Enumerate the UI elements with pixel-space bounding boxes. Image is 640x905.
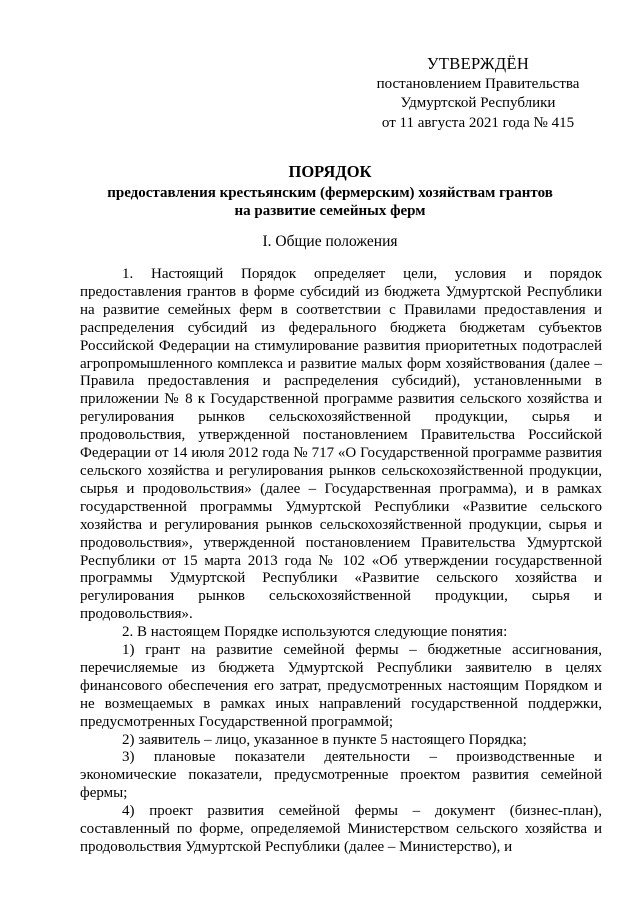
approval-line-1: постановлением Правительства [376,75,580,92]
approval-stamp [360,54,596,133]
title-main: ПОРЯДОК [288,162,372,181]
paragraph: 1) грант на развитие семейной фермы – бюджетные ассигнования, перечисляемые из бюджета Удмуртской Республики заявителю в целях финансового обеспечения его затрат, предусмотренных настоящим Порядком и не возмещаемых в рамках иных направлений государственной поддержки, предусмотренных Государственной программой; [80,642,602,730]
document-body [80,266,602,857]
paragraph: 2. В настоящем Порядке используются следующие понятия: [122,624,508,641]
paragraph: 3) плановые показатели деятельности – производственные и экономические показатели, предусмотренные проектом развития семейной фермы; [80,749,602,802]
approval-heading: УТВЕРЖДЁН [426,54,530,73]
paragraph: 1. Настоящий Порядок определяет цели, условия и порядок предоставления грантов в форме субсидий из бюджета Удмуртской Республики на развитие семейных ферм в соответствии с Правилами предоставления и распределения субсидий из федерального бюджета бюджетам субъектов Российской Федерации на стимулирование развития приоритетных подотраслей агропромышленного комплекса и развитие малых форм хозяйствования (далее – Правила предоставления и распределения субсидий), установленными в приложении № 8 к Государственной программе развития сельского хозяйства и регулирования рынков сельскохозяйственной продукции, сырья и продовольствия, утвержденной постановлением Правительства Российской Федерации от 14 июля 2012 года № 717 «О Государственной программе развития сельского хозяйства и регулирования рынков сельскохозяйственной продукции, сырья и продовольствия» (далее – Государственная программа), и в рамках государственной программы Удмуртской Республики «Развитие сельского хозяйства и регулирования рынков сельскохозяйственной продукции, сырья и продовольствия», утвержденной постановлением Правительства Удмуртской Республики от 15 марта 2013 года № 102 «Об утверждении государственной программы Удмуртской Республики «Развитие сельского хозяйства и регулирования рынков сельскохозяйственной продукции, сырья и продовольствия». [80,266,602,623]
approval-line-2: Удмуртской Республики [400,95,556,112]
approval-line-3: от 11 августа 2021 года № 415 [381,114,575,131]
section-heading: I. Общие положения [262,233,398,250]
paragraph: 2) заявитель – лицо, указанное в пункте 5 настоящего Порядка; [122,731,527,748]
document-title [60,163,600,221]
title-line-2: на развитие семейных ферм [234,203,426,219]
paragraph: 4) проект развития семейной фермы – документ (бизнес-план), составленный по форме, определяемой Министерством сельского хозяйства и продовольствия Удмуртской Республики (далее – Министерство), и [80,803,602,855]
title-line-1: предоставления крестьянским (фермерским) хозяйствам грантов [107,184,553,201]
